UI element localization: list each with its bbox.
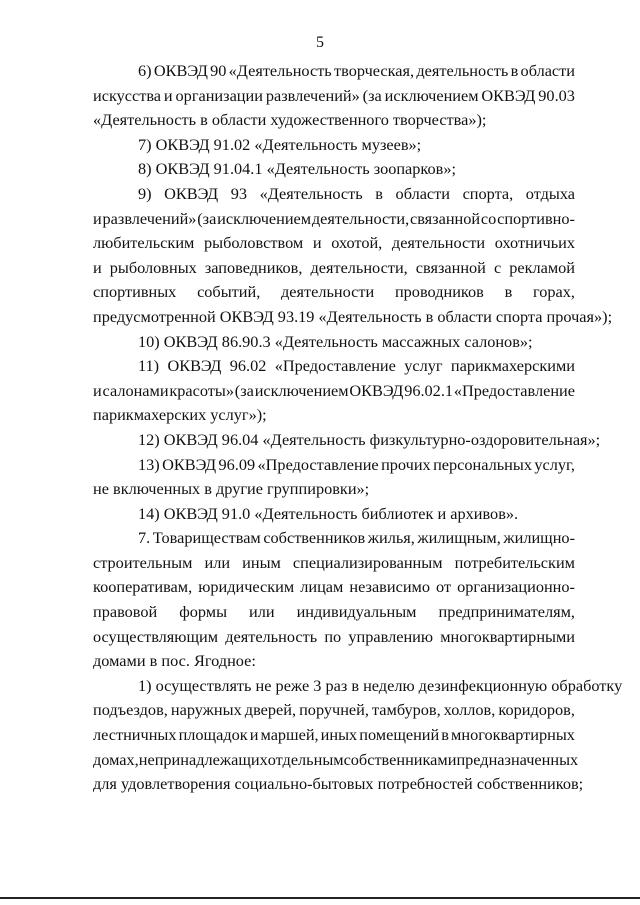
word: помещений bbox=[359, 725, 440, 745]
text-line: парикмахерских услуг»); bbox=[93, 405, 267, 425]
word: холлов, bbox=[443, 700, 496, 720]
word: спорта, bbox=[462, 183, 514, 203]
word: и bbox=[249, 725, 259, 745]
word: потребительским bbox=[454, 552, 575, 572]
text-line: не включенных в другие группировки»; bbox=[93, 479, 370, 499]
word: 7. bbox=[138, 528, 151, 548]
word: спортивных bbox=[93, 282, 177, 302]
word: 96.09 bbox=[218, 454, 256, 474]
word: 11) bbox=[138, 356, 160, 376]
word: домах, bbox=[93, 749, 139, 769]
word: исключением bbox=[217, 208, 312, 228]
word: связанной bbox=[409, 208, 481, 228]
word: ОКВЭД bbox=[164, 183, 219, 203]
word: исключением bbox=[254, 380, 349, 400]
text-line bbox=[93, 748, 579, 773]
word: отдельным bbox=[267, 749, 344, 769]
word: событий, bbox=[197, 282, 261, 302]
page-number: 5 bbox=[316, 34, 324, 51]
word: иных bbox=[320, 725, 358, 745]
word: собственников bbox=[263, 528, 366, 548]
text-line bbox=[93, 526, 575, 551]
word: охотничьих bbox=[494, 233, 575, 253]
text-line bbox=[93, 575, 575, 600]
word: заповедников, bbox=[204, 257, 303, 277]
text-line bbox=[93, 354, 575, 379]
word: «Предоставление bbox=[257, 454, 379, 474]
word: 96.02.1 bbox=[404, 380, 454, 400]
text-line: 1) осуществлять не реже 3 раз в неделю дезинфекционную обработку bbox=[138, 675, 623, 695]
word: 90.03 bbox=[538, 85, 575, 105]
word: и bbox=[93, 208, 102, 228]
word: Товариществам bbox=[152, 528, 261, 548]
text-line bbox=[93, 723, 575, 748]
word: спортивно- bbox=[497, 208, 575, 228]
word: принадлежащих bbox=[154, 749, 268, 769]
word: лицам bbox=[300, 577, 344, 597]
word: дверей, bbox=[244, 700, 297, 720]
word: в bbox=[504, 282, 513, 302]
word: персональных bbox=[433, 454, 532, 474]
word: многоквартирных bbox=[451, 725, 575, 745]
word: управлению bbox=[348, 626, 434, 646]
word: деятельность bbox=[416, 61, 509, 80]
word: охотой, bbox=[331, 233, 383, 253]
text-line bbox=[93, 625, 575, 650]
text-line bbox=[93, 207, 575, 232]
word: в bbox=[441, 725, 449, 745]
word: 9) bbox=[138, 183, 152, 203]
word: многоквартирными bbox=[440, 626, 575, 646]
word: деятельности bbox=[281, 282, 375, 302]
word: 96.02 bbox=[229, 356, 267, 376]
word: с bbox=[493, 257, 502, 277]
word: или bbox=[249, 602, 275, 622]
text-line: 12) ОКВЭД 96.04 «Деятельность физкультурно-оздоровительная»; bbox=[138, 429, 601, 449]
text-line: предусмотренной ОКВЭД 93.19 «Деятельность в области спорта прочая»); bbox=[93, 306, 613, 326]
word: строительным bbox=[93, 552, 193, 572]
bottom-divider bbox=[0, 897, 640, 899]
word: организационно- bbox=[457, 577, 575, 597]
word: рыболовством bbox=[204, 233, 304, 253]
word: ОКВЭД bbox=[481, 85, 536, 105]
word: и bbox=[447, 749, 457, 769]
word: маршей, bbox=[260, 725, 319, 745]
word: 93 bbox=[230, 183, 247, 203]
word: и bbox=[93, 257, 102, 277]
word: парикмахерскими bbox=[450, 356, 575, 376]
word: площадок bbox=[178, 725, 248, 745]
text-line bbox=[93, 59, 575, 84]
word: независимо bbox=[349, 577, 430, 597]
word: ОКВЭД bbox=[349, 380, 404, 400]
word: по bbox=[324, 626, 342, 646]
word: деятельности, bbox=[310, 257, 408, 277]
word: 6) bbox=[138, 61, 152, 80]
word: исключением bbox=[384, 85, 479, 105]
word: творческая, bbox=[334, 61, 415, 80]
text-line bbox=[93, 600, 575, 625]
word: услуг bbox=[404, 356, 443, 376]
word: развлечений» bbox=[102, 208, 197, 228]
word: формы bbox=[179, 602, 228, 622]
word: рекламой bbox=[509, 257, 575, 277]
word: специализированным bbox=[292, 552, 443, 572]
word: ОКВЭД bbox=[153, 61, 208, 80]
text-line: 8) ОКВЭД 91.04.1 «Деятельность зоопарков»; bbox=[138, 159, 457, 179]
document-body bbox=[93, 59, 623, 797]
text-line: для удовлетворения социально-бытовых потребностей собственников; bbox=[93, 774, 584, 794]
word: правовой bbox=[93, 602, 158, 622]
word: любительским bbox=[93, 233, 195, 253]
word: деятельности, bbox=[311, 208, 410, 228]
word: или bbox=[204, 552, 231, 572]
word: и bbox=[163, 85, 173, 105]
word: прочих bbox=[381, 454, 431, 474]
word: области bbox=[520, 61, 575, 80]
word: иным bbox=[242, 552, 281, 572]
word: поручней, bbox=[299, 700, 369, 720]
word: жилищно- bbox=[503, 528, 575, 548]
text-line: 14) ОКВЭД 91.0 «Деятельность библиотек и архивов». bbox=[138, 503, 519, 523]
word: (за bbox=[234, 380, 254, 400]
word: наружных bbox=[170, 700, 242, 720]
text-line bbox=[93, 280, 575, 305]
word: 90 bbox=[210, 61, 227, 80]
word: отдыха bbox=[525, 183, 575, 203]
word: осуществляющим bbox=[93, 626, 219, 646]
word: 13) bbox=[138, 454, 160, 474]
word: связанной bbox=[415, 257, 486, 277]
word: ОКВЭД bbox=[167, 356, 222, 376]
text-line bbox=[93, 453, 575, 478]
word: искусства bbox=[93, 85, 162, 105]
text-line: домами в пос. Ягодное: bbox=[93, 651, 256, 671]
word: юридическим bbox=[198, 577, 295, 597]
word: предназначенных bbox=[456, 749, 579, 769]
word: деятельности bbox=[391, 233, 486, 253]
word: коридоров, bbox=[498, 700, 575, 720]
word: области bbox=[395, 183, 450, 203]
word: предпринимателям, bbox=[438, 602, 575, 622]
word: кооперативам, bbox=[93, 577, 193, 597]
word: салонами bbox=[102, 380, 169, 400]
word: развлечений» bbox=[265, 85, 360, 105]
word: и bbox=[312, 233, 322, 253]
word: от bbox=[436, 577, 452, 597]
word: тамбуров, bbox=[371, 700, 441, 720]
word: горах, bbox=[532, 282, 575, 302]
word: (за bbox=[197, 208, 217, 228]
word: красоты» bbox=[169, 380, 234, 400]
word: рыболовных bbox=[109, 257, 197, 277]
word: «Деятельность bbox=[228, 61, 332, 80]
word: и bbox=[93, 380, 102, 400]
word: деятельность bbox=[225, 626, 318, 646]
text-line bbox=[93, 551, 575, 576]
text-line: 10) ОКВЭД 86.90.3 «Деятельность массажных салонов»; bbox=[138, 331, 533, 351]
word: в bbox=[510, 61, 519, 80]
word: подъездов, bbox=[93, 700, 168, 720]
text-line bbox=[93, 698, 575, 723]
word: (за bbox=[362, 85, 382, 105]
text-line: «Деятельность в области художественного творчества»); bbox=[93, 110, 487, 130]
word: организации bbox=[175, 85, 263, 105]
text-line bbox=[93, 379, 575, 404]
word: индивидуальным bbox=[296, 602, 417, 622]
word: в bbox=[375, 183, 383, 203]
text-line bbox=[93, 231, 575, 256]
word: «Предоставление bbox=[274, 356, 396, 376]
text-line bbox=[93, 84, 575, 109]
word: услуг, bbox=[534, 454, 575, 474]
word: ОКВЭД bbox=[162, 454, 217, 474]
word: «Деятельность bbox=[259, 183, 363, 203]
word: не bbox=[138, 749, 155, 769]
word: жилищным, bbox=[417, 528, 501, 548]
word: проводников bbox=[394, 282, 484, 302]
word: жилья, bbox=[367, 528, 415, 548]
word: «Предоставление bbox=[453, 380, 575, 400]
word: собственникам bbox=[343, 749, 448, 769]
word: со bbox=[480, 208, 497, 228]
text-line: 7) ОКВЭД 91.02 «Деятельность музеев»; bbox=[138, 134, 422, 154]
text-line bbox=[93, 182, 575, 207]
word: лестничных bbox=[93, 725, 177, 745]
text-line bbox=[93, 256, 575, 281]
